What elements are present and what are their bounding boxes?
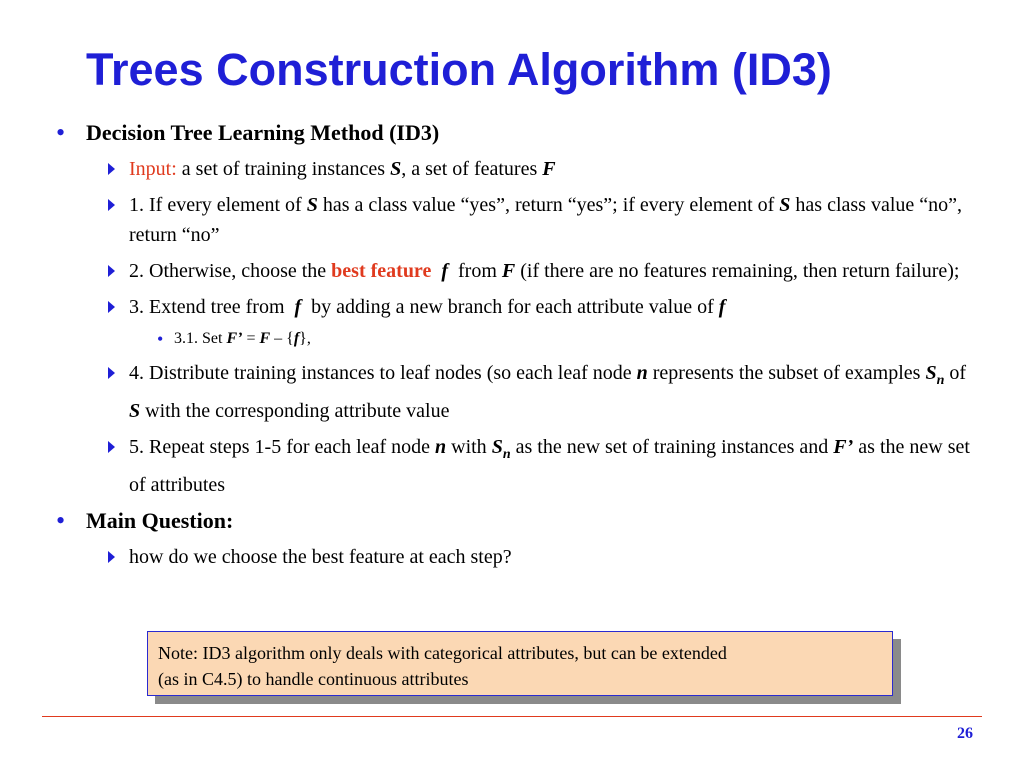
- text: has a class value “yes”, return “yes”; if every element of: [317, 194, 780, 216]
- note-line-2: (as in C4.5) to handle continuous attributes: [158, 669, 469, 689]
- var-S: S: [129, 400, 141, 422]
- subscript-n: n: [936, 373, 945, 388]
- text: 1. If every element of: [129, 194, 307, 216]
- text: of: [944, 362, 967, 384]
- text: by adding a new branch for each attribute value of: [306, 296, 719, 318]
- subscript-n: n: [502, 447, 511, 462]
- note-line-1: Note: ID3 algorithm only deals with categorical attributes, but can be extended: [158, 643, 727, 663]
- slide-title: Trees Construction Algorithm (ID3): [86, 44, 832, 95]
- var-F-prime: F’: [833, 436, 854, 458]
- note-box: [147, 631, 893, 696]
- text: has class value “no”, return “no”: [129, 194, 963, 246]
- triangle-bullet-icon: [108, 441, 115, 453]
- list-item-step-3-1: [56, 328, 976, 350]
- var-F: F: [542, 158, 556, 180]
- var-F: F: [501, 260, 516, 282]
- text: 4. Distribute training instances to leaf nodes (so each leaf node: [129, 362, 637, 384]
- var-S: S: [779, 194, 791, 216]
- text: 2. Otherwise, choose the: [129, 260, 332, 282]
- triangle-bullet-icon: [108, 551, 115, 563]
- list-item-question: [56, 542, 976, 572]
- text: },: [299, 330, 311, 347]
- text: 3.1. Set: [174, 330, 227, 347]
- var-F-prime: F’: [226, 330, 243, 347]
- text: , a set of features: [401, 158, 543, 180]
- bullet-dot-icon: •: [56, 506, 66, 535]
- section-heading: Main Question:: [86, 508, 234, 533]
- var-S: S: [491, 436, 503, 458]
- footer-divider: [42, 716, 982, 717]
- text: – {: [270, 330, 294, 347]
- slide-content: [56, 118, 976, 578]
- var-S: S: [925, 362, 937, 384]
- triangle-bullet-icon: [108, 163, 115, 175]
- triangle-bullet-icon: [108, 265, 115, 277]
- text: as the new set of training instances and: [510, 436, 834, 458]
- var-n: n: [435, 436, 447, 458]
- list-item-step-1: [56, 190, 976, 250]
- list-item-step-2: [56, 256, 976, 286]
- input-label: Input:: [129, 158, 177, 180]
- list-item-step-5: [56, 432, 976, 500]
- page-number: 26: [957, 725, 973, 742]
- var-f: f: [718, 296, 726, 318]
- var-f: f: [294, 296, 302, 318]
- bullet-main-question: [56, 506, 976, 536]
- text: =: [242, 330, 260, 347]
- var-F: F: [259, 330, 271, 347]
- var-S: S: [390, 158, 402, 180]
- bullet-dot-icon: •: [157, 329, 164, 349]
- text: how do we choose the best feature at each step?: [129, 546, 512, 568]
- text: 3. Extend tree from: [129, 296, 290, 318]
- triangle-bullet-icon: [108, 301, 115, 313]
- var-n: n: [636, 362, 648, 384]
- var-f: f: [441, 260, 448, 282]
- list-item-step-4: [56, 358, 976, 426]
- text: 5. Repeat steps 1-5 for each leaf node: [129, 436, 435, 458]
- list-item-input: [56, 154, 976, 184]
- triangle-bullet-icon: [108, 367, 115, 379]
- bullet-dot-icon: •: [56, 118, 66, 147]
- var-f: f: [293, 330, 300, 347]
- var-S: S: [306, 194, 318, 216]
- text: represents the subset of examples: [647, 362, 926, 384]
- text: with: [446, 436, 492, 458]
- text: a set of training instances: [176, 158, 391, 180]
- triangle-bullet-icon: [108, 199, 115, 211]
- list-item-step-3: [56, 292, 976, 322]
- text: from: [453, 260, 502, 282]
- section-heading: Decision Tree Learning Method (ID3): [86, 120, 440, 145]
- text: as the new set of attributes: [129, 436, 970, 496]
- text: with the corresponding attribute value: [140, 400, 450, 422]
- bullet-decision-tree-method: [56, 118, 976, 148]
- best-feature-highlight: best feature: [331, 260, 432, 282]
- text: (if there are no features remaining, then return failure);: [515, 260, 960, 282]
